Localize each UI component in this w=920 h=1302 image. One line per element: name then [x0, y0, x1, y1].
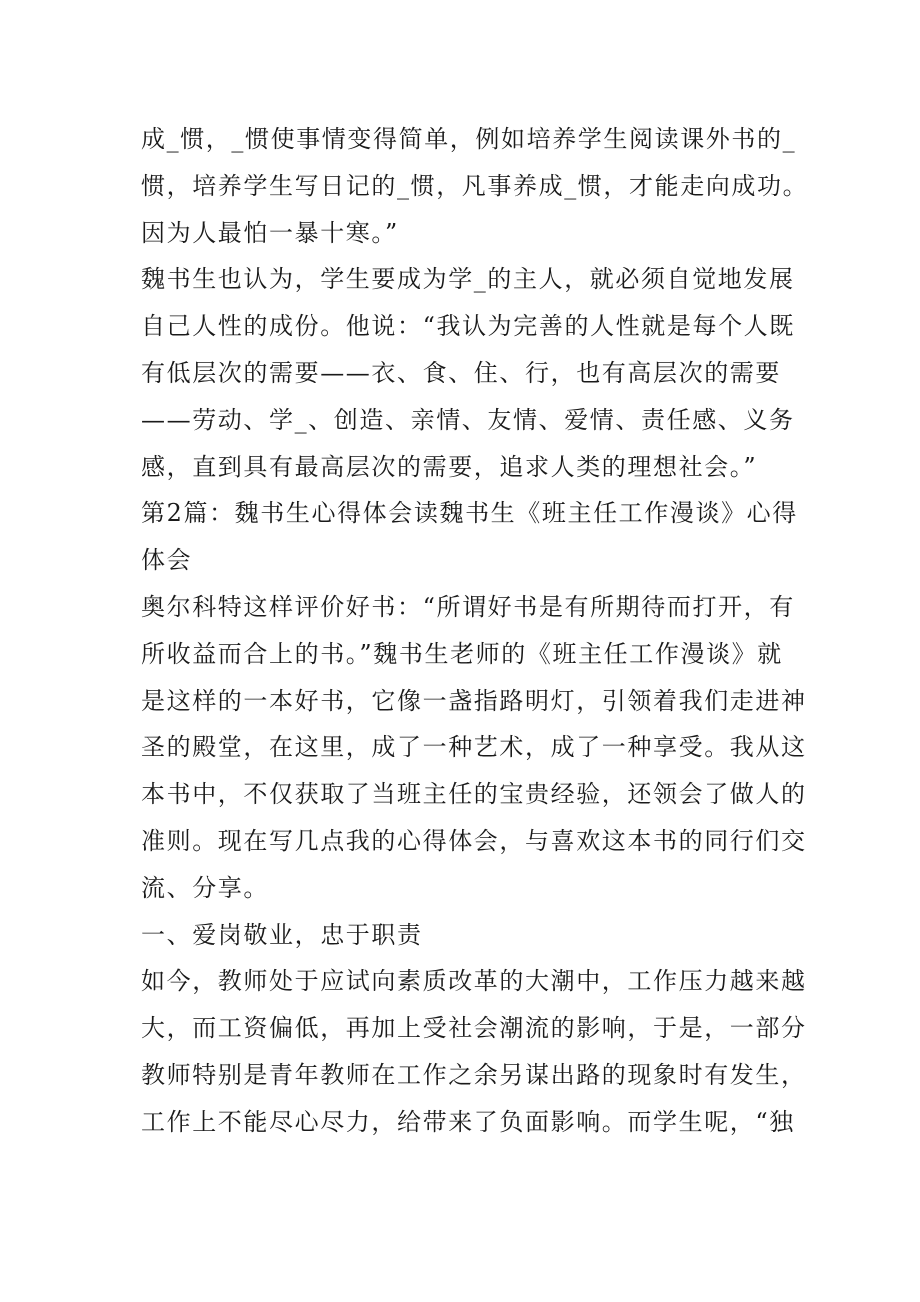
text-line-16: 准则。现在写几点我的心得体会，与喜欢这本书的同行们交 — [141, 826, 807, 855]
text-line-21: 教师特别是青年教师在工作之余另谋出路的现象时有发生， — [141, 1060, 807, 1089]
text-line-4: 魏书生也认为，学生要成为学_的主人，就必须自觉地发展 — [141, 265, 795, 294]
text-line-15: 本书中，不仅获取了当班主任的宝贵经验，还领会了做人的 — [141, 780, 807, 809]
section-heading-line-1: 第2篇：魏书生心得体会读魏书生《班主任工作漫谈》心得 — [141, 499, 798, 528]
text-line-22: 工作上不能尽心尽力，给带来了负面影响。而学生呢，“独 — [141, 1107, 795, 1136]
text-line-2: 惯，培养学生写日记的_惯，凡事养成_惯，才能走向成功。 — [141, 171, 809, 200]
text-line-8: 感，直到具有最高层次的需要，追求人类的理想社会。” — [141, 452, 758, 481]
text-line-3: 因为人最怕一暴十寒。” — [141, 218, 399, 247]
text-line-20: 大，而工资偏低，再加上受社会潮流的影响，于是，一部分 — [141, 1014, 807, 1043]
text-line-7: ——劳动、学_、创造、亲情、友情、爱情、责任感、义务 — [141, 405, 795, 434]
subheading-line: 一、爱岗敬业，忠于职责 — [141, 920, 423, 949]
text-line-19: 如今，教师处于应试向素质改革的大潮中，工作压力越来越 — [141, 967, 807, 996]
text-line-13: 是这样的一本好书，它像一盏指路明灯，引领着我们走进神 — [141, 686, 807, 715]
text-line-6: 有低层次的需要——衣、食、住、行，也有高层次的需要 — [141, 358, 781, 387]
text-line-17: 流、分享。 — [141, 873, 269, 902]
body-text — [141, 116, 809, 1146]
text-line-11: 奥尔科特这样评价好书：“所谓好书是有所期待而打开，有 — [141, 592, 795, 621]
text-line-5: 自己人性的成份。他说：“我认为完善的人性就是每个人既 — [141, 312, 795, 341]
section-heading-line-2: 体会 — [141, 546, 193, 575]
text-line-12: 所收益而合上的书。”魏书生老师的《班主任工作漫谈》就 — [141, 639, 783, 668]
text-line-1: 成_惯，_惯使事情变得简单，例如培养学生阅读课外书的_ — [141, 125, 797, 153]
text-line-14: 圣的殿堂，在这里，成了一种艺术，成了一种享受。我从这 — [141, 733, 807, 762]
